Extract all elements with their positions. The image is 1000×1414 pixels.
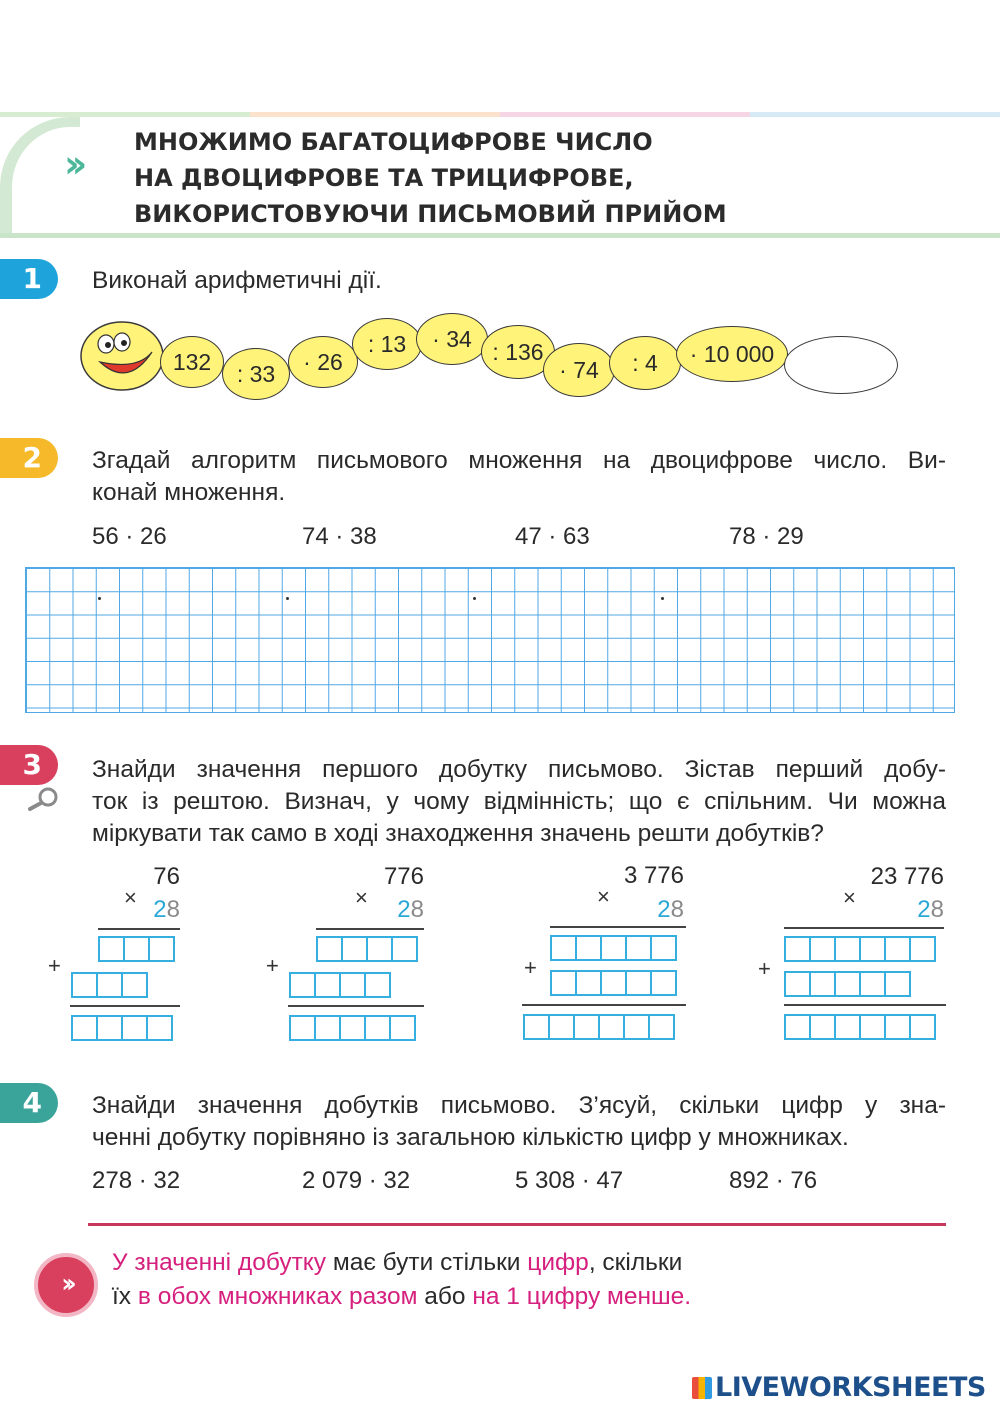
task-4-number: 4 <box>0 1083 58 1123</box>
column-4-bottom-factor <box>824 896 944 924</box>
column-3-result-boxes[interactable] <box>525 1014 675 1040</box>
column-4-partial-2-boxes[interactable] <box>786 971 911 997</box>
liveworksheets-logo-icon <box>692 1377 712 1399</box>
chain-bubble-1: 132 <box>160 336 224 388</box>
tip-plain: має бути стільки <box>326 1249 528 1276</box>
task-4-text <box>92 1090 946 1154</box>
column-3-bottom-factor <box>584 896 684 924</box>
task-4-text-line-1: Знайди значення добутків письмово. З’ясуй, скільки цифр у зна- <box>92 1092 946 1119</box>
tip-chevron-icon: ›› <box>34 1253 98 1317</box>
column-2-result-boxes[interactable] <box>291 1015 416 1041</box>
task-4-expression-3: 5 308 · 47 <box>515 1167 624 1194</box>
gray-digit: 8 <box>410 896 424 923</box>
column-4-line-top <box>784 927 944 929</box>
tip-highlight: У значенні добутку <box>112 1249 327 1276</box>
grid-dot <box>286 597 289 600</box>
gray-digit: 8 <box>930 896 944 923</box>
chain-bubble-4: : 13 <box>352 318 422 370</box>
column-2-line-bottom <box>288 1005 424 1007</box>
column-2-partial-2-boxes[interactable] <box>291 972 391 998</box>
blue-digit: 2 <box>657 896 671 923</box>
column-4-partial-1-boxes[interactable] <box>786 936 936 962</box>
column-2-bottom-factor <box>344 896 424 924</box>
plus-sign: + <box>758 956 771 981</box>
tip-plain: , скільки <box>588 1249 683 1276</box>
tip-line-2 <box>112 1280 812 1314</box>
task-2-number: 2 <box>0 438 58 478</box>
grid-dot <box>98 597 101 600</box>
tip-line-1 <box>112 1246 812 1280</box>
tip-divider <box>88 1223 946 1226</box>
task-4-expression-2: 2 079 · 32 <box>302 1167 411 1194</box>
caterpillar-head-icon <box>78 318 170 396</box>
times-sign: × <box>597 884 610 909</box>
chain-answer-bubble[interactable] <box>784 336 898 394</box>
tip-text <box>112 1246 812 1314</box>
task-2-text <box>92 445 946 509</box>
tip-highlight: цифр <box>527 1249 589 1276</box>
column-3-partial-2-boxes[interactable] <box>552 970 677 996</box>
column-3-line-bottom <box>522 1004 686 1006</box>
task-2-expression-3: 47 · 63 <box>515 523 590 550</box>
plus-sign: + <box>524 955 537 980</box>
tip-highlight: в обох множниках разом <box>137 1283 418 1310</box>
task-3-text-line-1: Знайди значення першого добутку письмово. Зістав перший добу- <box>92 756 946 783</box>
blue-digit: 2 <box>153 896 167 923</box>
title-line-1: МНОЖИМО БАГАТОЦИФРОВЕ ЧИСЛО <box>134 128 653 156</box>
grid-dot <box>661 597 664 600</box>
task-4-expression-4: 892 · 76 <box>729 1167 818 1194</box>
blue-digit: 2 <box>397 896 411 923</box>
column-4-result-boxes[interactable] <box>786 1014 936 1040</box>
header-stripe-pink <box>500 112 750 117</box>
answer-grid[interactable] <box>25 567 955 713</box>
chain-bubble-7: · 74 <box>543 343 615 397</box>
tip-highlight: на 1 цифру менше. <box>472 1283 692 1310</box>
chain-bubble-5: · 34 <box>416 313 488 365</box>
plus-sign: + <box>266 953 279 978</box>
task-1-text: Виконай арифметичні дії. <box>92 267 382 294</box>
gray-digit: 8 <box>670 896 684 923</box>
column-1-partial-1-boxes[interactable] <box>100 936 175 962</box>
task-4-expression-1: 278 · 32 <box>92 1167 181 1194</box>
column-4-line-bottom <box>784 1004 946 1006</box>
blue-digit: 2 <box>917 896 931 923</box>
column-1-line-top <box>98 928 180 930</box>
double-chevron-icon: ›› <box>64 142 80 186</box>
times-sign: × <box>124 885 137 910</box>
task-2-expression-4: 78 · 29 <box>729 523 804 550</box>
chain-bubble-3: · 26 <box>288 336 358 388</box>
header-stripe-green <box>0 112 250 117</box>
task-3-number: 3 <box>0 745 58 785</box>
column-1-result-boxes[interactable] <box>73 1015 173 1041</box>
column-2-line-top <box>316 928 424 930</box>
task-3-text <box>92 754 946 850</box>
times-sign: × <box>843 885 856 910</box>
task-4-text-line-2: ченні добутку порівняно із загальною кількістю цифр у множниках. <box>92 1124 849 1151</box>
column-1-partial-2-boxes[interactable] <box>73 972 148 998</box>
logo-text: LIVEWORKSHEETS <box>715 1372 986 1403</box>
gray-digit: 8 <box>166 896 180 923</box>
magnifier-icon <box>26 786 62 812</box>
title-line-3: ВИКОРИСТОВУЮЧИ ПИСЬМОВИЙ ПРИЙОМ <box>134 200 727 228</box>
task-1-number: 1 <box>0 259 58 299</box>
grid-dot <box>473 597 476 600</box>
task-2-text-line-2: конай множення. <box>92 479 286 506</box>
task-3-text-line-3: міркувати так само в ході знаходження значень решти добутків? <box>92 820 824 847</box>
tip-plain: або <box>417 1283 473 1310</box>
header-underline <box>0 233 1000 238</box>
column-1-line-bottom <box>70 1005 180 1007</box>
column-1-bottom-factor <box>120 896 180 924</box>
chain-bubble-9: · 10 000 <box>676 326 788 382</box>
task-3-text-line-2: ток із рештою. Визнач, у чому відмінність; що є спільним. Чи можна <box>92 788 946 815</box>
liveworksheets-logo <box>692 1372 986 1403</box>
column-1-top-factor: 76 <box>153 863 180 890</box>
page-title <box>134 124 727 232</box>
task-2-expression-1: 56 · 26 <box>92 523 167 550</box>
plus-sign: + <box>48 953 61 978</box>
title-line-2: НА ДВОЦИФРОВЕ ТА ТРИЦИФРОВЕ, <box>134 164 634 192</box>
header-stripe-blue <box>750 112 1000 117</box>
chain-bubble-8: : 4 <box>609 336 681 390</box>
column-3-partial-1-boxes[interactable] <box>552 935 677 961</box>
column-2-top-factor: 776 <box>383 863 424 890</box>
header-stripe-peach <box>250 112 500 117</box>
column-3-top-factor: 3 776 <box>623 862 684 889</box>
chain-bubble-2: : 33 <box>222 348 290 400</box>
times-sign: × <box>355 885 368 910</box>
column-4-top-factor: 23 776 <box>870 863 944 890</box>
task-2-text-line-1: Згадай алгоритм письмового множення на двоцифрове число. Ви- <box>92 447 946 474</box>
column-3-line-top <box>550 926 686 928</box>
column-2-partial-1-boxes[interactable] <box>318 936 418 962</box>
tip-plain: їх <box>112 1283 138 1310</box>
chain-bubble-6: : 136 <box>481 325 555 379</box>
task-2-expression-2: 74 · 38 <box>302 523 377 550</box>
